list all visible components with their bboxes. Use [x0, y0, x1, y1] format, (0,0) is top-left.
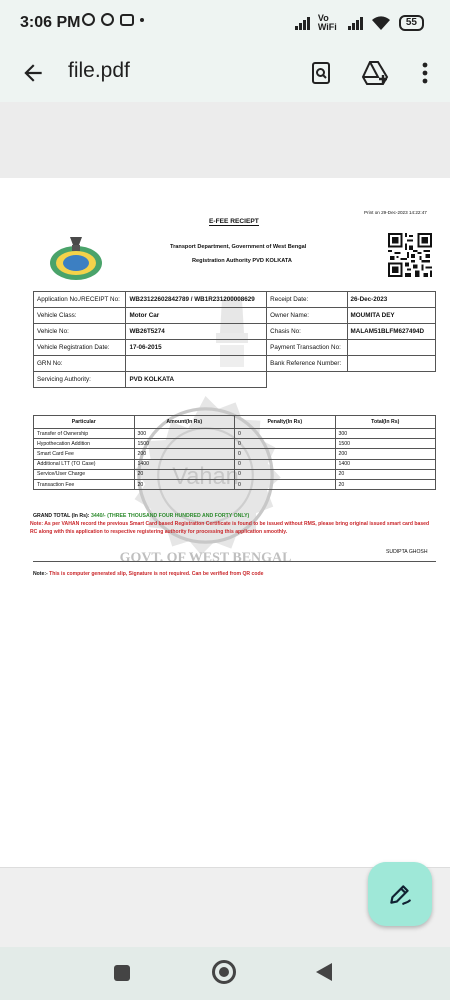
fee-cell: 20 [134, 469, 235, 479]
grand-total-label: GRAND TOTAL (In Rs): [33, 513, 90, 519]
signal2-icon [348, 16, 363, 30]
application-no-label: Application No./RECEIPT No: [34, 292, 126, 308]
fee-header-amount: Amount(In Rs) [134, 416, 235, 429]
watermark-text: GOVT. OF WEST BENGAL [119, 550, 292, 566]
edit-fab-button[interactable] [368, 862, 432, 926]
app-bar [0, 48, 450, 102]
file-title: file.pdf [68, 59, 130, 82]
back-icon[interactable] [316, 963, 332, 981]
fee-cell: 200 [134, 449, 235, 459]
fee-cell: 200 [335, 449, 436, 459]
fee-cell: 20 [335, 469, 436, 479]
edit-pen-icon [387, 881, 413, 907]
vehicle-no-value: WB26T5274 [126, 324, 267, 340]
fee-cell: 0 [235, 439, 336, 449]
fee-cell: Smart Card Fee [34, 449, 135, 459]
bank-reference-value [347, 356, 435, 372]
fee-cell: Service/User Charge [34, 469, 135, 479]
fee-header-particular: Particular [34, 416, 135, 429]
fee-cell: 300 [134, 429, 235, 439]
back-arrow-icon[interactable] [20, 60, 46, 93]
more-notifications-dot-icon [140, 18, 144, 22]
fee-cell: 0 [235, 469, 336, 479]
owner-name-value: MOUMITA DEY [347, 308, 435, 324]
registration-authority: Registration Authority PVD KOLKATA [192, 258, 292, 264]
seal-text: Vahan [172, 464, 239, 491]
fee-cell: 1400 [335, 459, 436, 469]
pdf-viewer[interactable] [0, 102, 450, 867]
fee-cell: 0 [235, 459, 336, 469]
fee-cell: 0 [235, 479, 336, 489]
registration-date-label: Vehicle Registration Date: [34, 340, 126, 356]
payment-transaction-value [347, 340, 435, 356]
status-bar [0, 0, 450, 48]
note-generated-text: This is computer generated slip, Signature is not required. Can be verified from QR code [49, 571, 264, 577]
signal-icon [295, 16, 310, 30]
table-row [34, 459, 436, 469]
table-row [34, 469, 436, 479]
servicing-authority-label: Servicing Authority: [34, 372, 126, 388]
wifi-calling-label: Vo WiFi [317, 13, 337, 32]
fee-cell: 1500 [335, 439, 436, 449]
payment-transaction-label: Payment Transaction No: [267, 340, 347, 356]
signature-divider [33, 561, 436, 562]
bank-reference-label: Bank Reference Number: [267, 356, 347, 372]
vehicle-class-label: Vehicle Class: [34, 308, 126, 324]
table-row [34, 429, 436, 439]
west-bengal-emblem-icon [48, 233, 104, 283]
vehicle-info-table [33, 291, 436, 388]
chat-notification-icon [82, 13, 95, 26]
grand-total [33, 513, 249, 519]
fee-cell: 0 [235, 429, 336, 439]
fee-cell: 300 [335, 429, 436, 439]
servicing-authority-value: PVD KOLKATA [126, 372, 267, 388]
owner-name-label: Owner Name: [267, 308, 347, 324]
application-no-value: WB23122602842789 / WB1R231200008629 [126, 292, 267, 308]
wifi-icon [371, 15, 391, 31]
fee-cell: 1500 [134, 439, 235, 449]
status-time: 3:06 PM [20, 14, 81, 31]
table-row [34, 449, 436, 459]
fee-cell: Transaction Fee [34, 479, 135, 489]
search-document-icon[interactable] [306, 58, 336, 88]
registration-date-value: 17-06-2015 [126, 340, 267, 356]
note-label: Note:- [33, 571, 48, 577]
pdf-page[interactable] [0, 178, 450, 968]
table-row [34, 479, 436, 489]
fee-header-penalty: Penalty(In Rs) [235, 416, 336, 429]
receipt-date-label: Receipt Date: [267, 292, 347, 308]
app-notification-icon [101, 13, 114, 26]
receipt-title: E-FEE RECIEPT [209, 218, 259, 225]
print-on: Print on 29-Dec-2023 14:22:47 [364, 210, 427, 215]
notification-icons [82, 13, 144, 26]
fee-cell: 1400 [134, 459, 235, 469]
fee-cell: Additional LTT (TO Case) [34, 459, 135, 469]
vahan-note: Note: As per VAHAN record the previous Smart Card based Registration Certificate is found to be issued without RMS, please bring original issued smart card based RC along with this application to respective registering authority for processing this application smoothly. [30, 521, 430, 536]
battery-icon: 55 [399, 15, 424, 31]
fee-cell: 20 [335, 479, 436, 489]
status-right [295, 14, 424, 32]
fee-cell: Hypothecation Addition [34, 439, 135, 449]
grand-total-value: 3440/- (THREE THOUSAND FOUR HUNDRED AND FORTY ONLY) [90, 513, 250, 519]
vehicle-class-value: Motor Car [126, 308, 267, 324]
department-name: Transport Department, Government of West Bengal [170, 244, 307, 250]
signer-name: SUDIPTA GHOSH [386, 549, 428, 555]
table-row [34, 439, 436, 449]
system-nav-bar [0, 947, 450, 1000]
drive-add-icon[interactable] [360, 58, 390, 88]
fee-table [33, 415, 436, 490]
fee-cell: Transfer of Ownership [34, 429, 135, 439]
recents-icon[interactable] [114, 965, 130, 981]
grn-no-label: GRN No: [34, 356, 126, 372]
vehicle-no-label: Vehicle No: [34, 324, 126, 340]
qr-code-icon [388, 233, 432, 277]
home-icon[interactable] [212, 960, 236, 984]
fee-header-total: Total(In Rs) [335, 416, 436, 429]
grn-no-value [126, 356, 267, 372]
more-vert-icon[interactable] [410, 58, 440, 88]
chasis-no-value: MALAM51BLFM627494D [347, 324, 435, 340]
message-notification-icon [120, 14, 134, 26]
chasis-no-label: Chasis No: [267, 324, 347, 340]
generated-note [33, 571, 263, 577]
receipt-date-value: 26-Dec-2023 [347, 292, 435, 308]
fee-cell: 20 [134, 479, 235, 489]
fee-cell: 0 [235, 449, 336, 459]
